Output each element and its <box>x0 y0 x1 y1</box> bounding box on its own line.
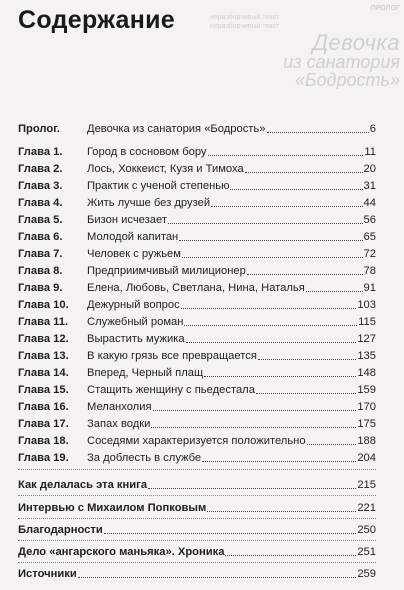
entry-label: Глава 17. <box>18 418 69 430</box>
entry-page: 188 <box>357 435 376 447</box>
dot-leader <box>225 554 356 556</box>
dot-leader <box>186 341 357 343</box>
entry-title: Девочка из санатория «Бодрость» <box>87 123 266 135</box>
toc-entry-chapter-16 <box>18 396 376 414</box>
entry-title: Предприимчивый милиционер <box>87 265 246 277</box>
entry-title: Как делалась эта книга <box>18 479 148 491</box>
entry-label: Глава 6. <box>18 231 63 243</box>
entry-label: Глава 9. <box>18 282 63 294</box>
entry-label: Глава 3. <box>18 180 63 192</box>
entry-label: Глава 1. <box>18 146 63 158</box>
toc-entry-chapter-4 <box>18 192 376 210</box>
toc-entry-chapter-15 <box>18 379 376 397</box>
entry-title: Практик с ученой степенью <box>87 180 230 192</box>
entry-title: Дело «ангарского маньяка». Хроника <box>18 546 225 558</box>
toc-entry-chapter-12 <box>18 328 376 346</box>
entry-title: Запах водки <box>87 418 151 430</box>
entry-title: Лось, Хоккеист, Кузя и Тимоха <box>87 163 244 175</box>
page-title: Содержание <box>18 6 176 34</box>
section-divider <box>18 469 376 470</box>
entry-title: Меланхолия <box>87 401 152 413</box>
entry-page: 250 <box>357 524 376 536</box>
entry-page: 215 <box>357 479 376 491</box>
entry-title: Стащить женщину с пьедестала <box>87 384 255 396</box>
section-divider <box>18 495 376 496</box>
entry-label: Глава 16. <box>18 401 69 413</box>
entry-title: Дежурный вопрос <box>87 299 180 311</box>
entry-label: Пролог. <box>18 123 60 135</box>
entry-page: 175 <box>357 418 376 430</box>
entry-title: Источники <box>18 568 77 580</box>
dot-leader <box>153 409 357 411</box>
dot-leader <box>306 290 363 292</box>
entry-page: 20 <box>363 163 376 175</box>
toc-entry-sources <box>18 563 376 581</box>
ghost-line: неразборчивый текст <box>210 23 280 30</box>
entry-label: Глава 2. <box>18 163 63 175</box>
dot-leader <box>307 443 357 445</box>
entry-page: 56 <box>363 214 376 226</box>
entry-title: Интервью с Михаилом Попковым <box>18 502 207 514</box>
entry-label: Глава 10. <box>18 299 69 311</box>
entry-title: Служебный роман <box>87 316 184 328</box>
toc-entry-prologue <box>18 118 376 136</box>
dot-leader <box>168 222 363 224</box>
entry-page: 31 <box>363 180 376 192</box>
entry-page: 11 <box>364 146 376 158</box>
toc-entry-chapter-13 <box>18 345 376 363</box>
entry-page: 135 <box>357 350 376 362</box>
entry-page: 6 <box>369 123 376 135</box>
entry-page: 170 <box>357 401 376 413</box>
entry-page: 259 <box>357 568 376 580</box>
dot-leader <box>202 460 356 462</box>
toc-entry-chapter-3 <box>18 175 376 193</box>
dot-leader <box>184 324 357 326</box>
toc-entry-chapter-9 <box>18 277 376 295</box>
entry-label: Глава 19. <box>18 452 69 464</box>
entry-label: Глава 12. <box>18 333 69 345</box>
dot-leader <box>179 239 362 241</box>
entry-title: Жить лучше без друзей <box>87 197 211 209</box>
entry-page: 91 <box>363 282 376 294</box>
dot-leader <box>258 358 356 360</box>
entry-label: Глава 4. <box>18 197 63 209</box>
entry-page: 78 <box>363 265 376 277</box>
entry-page: 221 <box>357 502 376 514</box>
bleed-through-text <box>210 4 400 89</box>
entry-page: 251 <box>357 546 376 558</box>
toc-entry-chapter-18 <box>18 430 376 448</box>
ghost-subtitle: из санатория «Бодрость» <box>283 52 400 89</box>
toc-entry-chapter-17 <box>18 413 376 431</box>
ghost-line: неразборчивый текст <box>210 14 280 21</box>
entry-page: 204 <box>357 452 376 464</box>
dot-leader <box>182 256 363 258</box>
dot-leader <box>267 131 369 133</box>
entry-label: Глава 5. <box>18 214 63 226</box>
entry-title: В какую грязь все превращается <box>87 350 257 362</box>
toc-entry-chapter-2 <box>18 158 376 176</box>
entry-title: Молодой капитан <box>87 231 179 243</box>
dot-leader <box>151 426 356 428</box>
dot-leader <box>104 532 357 534</box>
entry-label: Глава 15. <box>18 384 69 396</box>
entry-page: 65 <box>363 231 376 243</box>
entry-page: 127 <box>357 333 376 345</box>
entry-page: 159 <box>357 384 376 396</box>
dot-leader <box>181 307 357 309</box>
entry-label: Глава 11. <box>18 316 69 328</box>
entry-page: 44 <box>363 197 376 209</box>
entry-title: Елена, Любовь, Светлана, Нина, Наталья <box>87 282 305 294</box>
dot-leader <box>247 273 363 275</box>
entry-title: Город в сосновом бору <box>87 146 207 158</box>
toc-entry-chapter-7 <box>18 243 376 261</box>
entry-title: Благодарности <box>18 524 103 536</box>
toc-entry-acknowledgements <box>18 519 376 537</box>
entry-label: Глава 13. <box>18 350 69 362</box>
toc-entry-chapter-8 <box>18 260 376 278</box>
toc-entry-chapter-1 <box>18 141 376 159</box>
toc-entry-chapter-14 <box>18 362 376 380</box>
dot-leader <box>230 188 362 190</box>
dot-leader <box>204 375 356 377</box>
entry-title: За доблесть в службе <box>87 452 202 464</box>
entry-label: Глава 7. <box>18 248 63 260</box>
toc-entry-making-of <box>18 474 376 492</box>
entry-title: Вперед, Черный плащ <box>87 367 204 379</box>
dot-leader <box>208 154 364 156</box>
entry-title: Соседями характеризуется положительно <box>87 435 306 447</box>
toc-entry-chapter-6 <box>18 226 376 244</box>
ghost-line: ПРОЛОГ <box>370 5 400 12</box>
toc-entry-chapter-5 <box>18 209 376 227</box>
entry-title: Бизон исчезает <box>87 214 167 226</box>
toc-entry-interview <box>18 497 376 515</box>
toc-entry-chapter-11 <box>18 311 376 329</box>
dot-leader <box>245 171 363 173</box>
dot-leader <box>211 205 362 207</box>
entry-page: 103 <box>357 299 376 311</box>
toc-entry-chapter-10 <box>18 294 376 312</box>
ghost-title: Девочка <box>312 30 400 55</box>
entry-page: 115 <box>358 316 376 328</box>
dot-leader <box>207 510 356 512</box>
entry-page: 72 <box>363 248 376 260</box>
entry-label: Глава 14. <box>18 367 69 379</box>
entry-title: Человек с ружьем <box>87 248 181 260</box>
dot-leader <box>148 487 356 489</box>
entry-title: Вырастить мужика <box>87 333 185 345</box>
dot-leader <box>256 392 356 394</box>
entry-page: 148 <box>357 367 376 379</box>
entry-label: Глава 18. <box>18 435 69 447</box>
toc-entry-chronicle <box>18 541 376 559</box>
toc-entry-chapter-19 <box>18 447 376 465</box>
entry-label: Глава 8. <box>18 265 63 277</box>
dot-leader <box>78 576 357 578</box>
